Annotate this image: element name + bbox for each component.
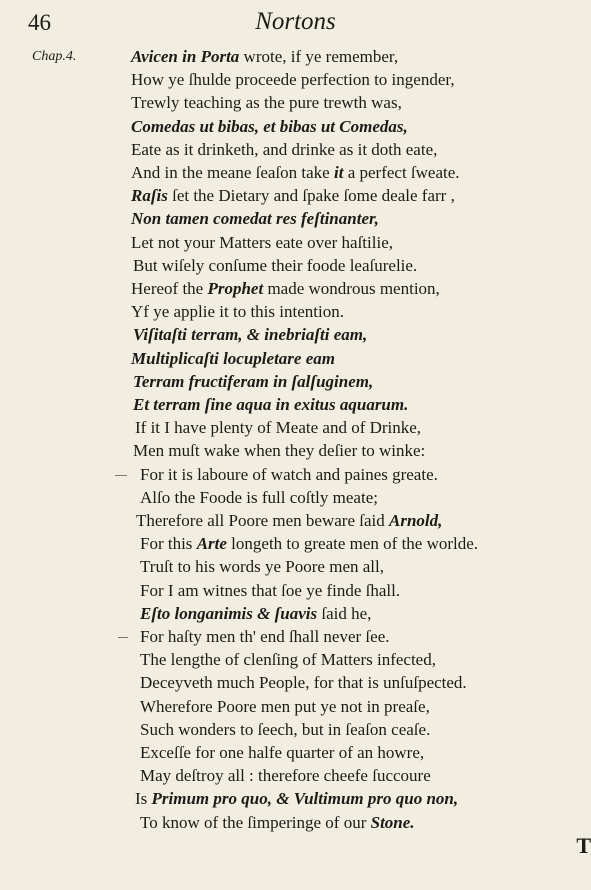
line-segment: Wherefore Poore men put ye not in preaſe, xyxy=(140,696,430,716)
text-line xyxy=(133,393,408,416)
line-segment: Exceſſe for one halfe quarter of an howre, xyxy=(140,743,425,762)
text-line xyxy=(140,648,436,671)
line-segment: For this xyxy=(140,534,197,554)
line-segment: May deſtroy all : therefore cheefe ſuccoure xyxy=(140,766,431,786)
line-segment: For it is laboure of watch and paines greate. xyxy=(140,464,438,484)
margin-dash xyxy=(118,637,128,638)
line-segment: Viſitaſti terram, & inebriaſti eam, xyxy=(133,325,368,345)
text-line xyxy=(133,439,425,462)
line-segment: wrote, if ye remember, xyxy=(239,47,399,66)
line-segment: Avicen in Porta xyxy=(131,47,240,66)
text-line xyxy=(131,68,455,91)
text-line xyxy=(140,463,438,486)
text-line xyxy=(135,787,458,810)
line-segment: made wondrous mention, xyxy=(263,279,440,298)
text-line xyxy=(133,370,373,393)
line-segment: ſet the Dietary and ſpake ſome deale farr , xyxy=(167,186,455,206)
text-line xyxy=(140,695,430,718)
line-segment: Multiplicaſti locupletare eam xyxy=(131,348,335,368)
line-segment: Men muſt wake when they deſier to winke: xyxy=(133,441,426,461)
text-line xyxy=(131,184,455,207)
text-line xyxy=(131,138,437,161)
text-line xyxy=(140,764,431,787)
text-line xyxy=(133,323,367,346)
margin-chapter-note: Chap.4. xyxy=(32,49,77,64)
line-segment: For I am witnes that ſoe ye finde ſhall. xyxy=(140,580,401,600)
text-line xyxy=(140,532,478,555)
line-segment: But wiſely conſume their foode leaſurelie. xyxy=(133,255,418,275)
line-segment: Arnold, xyxy=(389,511,443,530)
line-segment: Stone. xyxy=(370,812,415,832)
text-line xyxy=(140,625,390,648)
line-segment: Therefore all Poore men beware ſaid xyxy=(136,511,389,530)
text-line xyxy=(131,91,402,114)
line-segment: Eſto longanimis & ſuavis xyxy=(140,603,318,623)
line-segment: And in the meane ſeaſon take xyxy=(131,163,334,182)
line-segment: Hereof the xyxy=(131,279,208,298)
line-segment: it xyxy=(333,163,344,182)
text-line xyxy=(133,254,417,277)
text-line xyxy=(140,579,400,602)
text-line xyxy=(131,300,344,323)
text-line xyxy=(131,347,335,370)
line-segment: Deceyveth much People, for that is unſuſpected. xyxy=(140,673,467,693)
line-segment: a perfect ſweate. xyxy=(343,163,460,182)
text-line xyxy=(131,207,379,230)
line-segment: Truſt to his words ye Poore men all, xyxy=(140,557,384,577)
line-segment: Such wonders to ſeech, but in ſeaſon ceaſe. xyxy=(140,719,431,739)
text-line xyxy=(131,231,393,254)
text-line xyxy=(131,115,408,138)
text-line xyxy=(140,555,384,578)
line-segment: Primum pro quo, & Vultimum pro quo non, xyxy=(151,789,459,809)
line-segment: Comedas ut bibas, et bibas ut Comedas, xyxy=(131,116,408,136)
page-number: 46 xyxy=(28,10,51,35)
line-segment: How ye ſhulde proceede perfection to ingender, xyxy=(131,70,455,90)
text-line xyxy=(135,416,421,439)
text-line xyxy=(140,718,430,741)
line-segment: ſaid he, xyxy=(317,603,372,623)
line-segment: Non tamen comedat res feſtinanter, xyxy=(131,209,379,229)
line-segment: longeth to greate men of the worlde. xyxy=(226,534,479,554)
margin-dash xyxy=(115,475,127,476)
line-segment: To know of the ſimperinge of our xyxy=(140,812,371,832)
text-line xyxy=(140,486,378,509)
text-line xyxy=(140,741,424,764)
text-line xyxy=(140,602,371,625)
text-line xyxy=(131,161,460,184)
line-segment: Raſis xyxy=(131,186,168,206)
line-segment: For haſty men th' end ſhall never ſee. xyxy=(140,627,390,646)
line-segment: Trewly teaching as the pure trewth was, xyxy=(131,93,402,113)
text-line xyxy=(136,509,442,532)
running-head: Nortons xyxy=(255,8,336,35)
text-line xyxy=(140,811,415,834)
line-segment: Let not your Matters eate over haſtilie, xyxy=(131,232,393,252)
line-segment: The lengthe of clenſing of Matters infected, xyxy=(140,650,436,670)
next-page-edge-letter: T xyxy=(576,833,591,858)
line-segment: Et terram ſine aqua in exitus aquarum. xyxy=(133,395,409,414)
line-segment: Terram fructiferam in ſalſuginem, xyxy=(133,371,374,391)
line-segment: Yf ye applie it to this intention. xyxy=(131,302,344,322)
text-line xyxy=(131,45,398,68)
line-segment: Arte xyxy=(196,534,227,554)
line-segment: If it I have plenty of Meate and of Drinke, xyxy=(135,418,422,438)
line-segment: Eate as it drinketh, and drinke as it doth eate, xyxy=(131,139,438,159)
line-segment: Alſo the Foode is full coſtly meate; xyxy=(140,487,378,507)
text-line xyxy=(140,671,467,694)
line-segment: Prophet xyxy=(207,279,264,298)
text-line xyxy=(131,277,440,300)
line-segment: Is xyxy=(135,789,152,809)
